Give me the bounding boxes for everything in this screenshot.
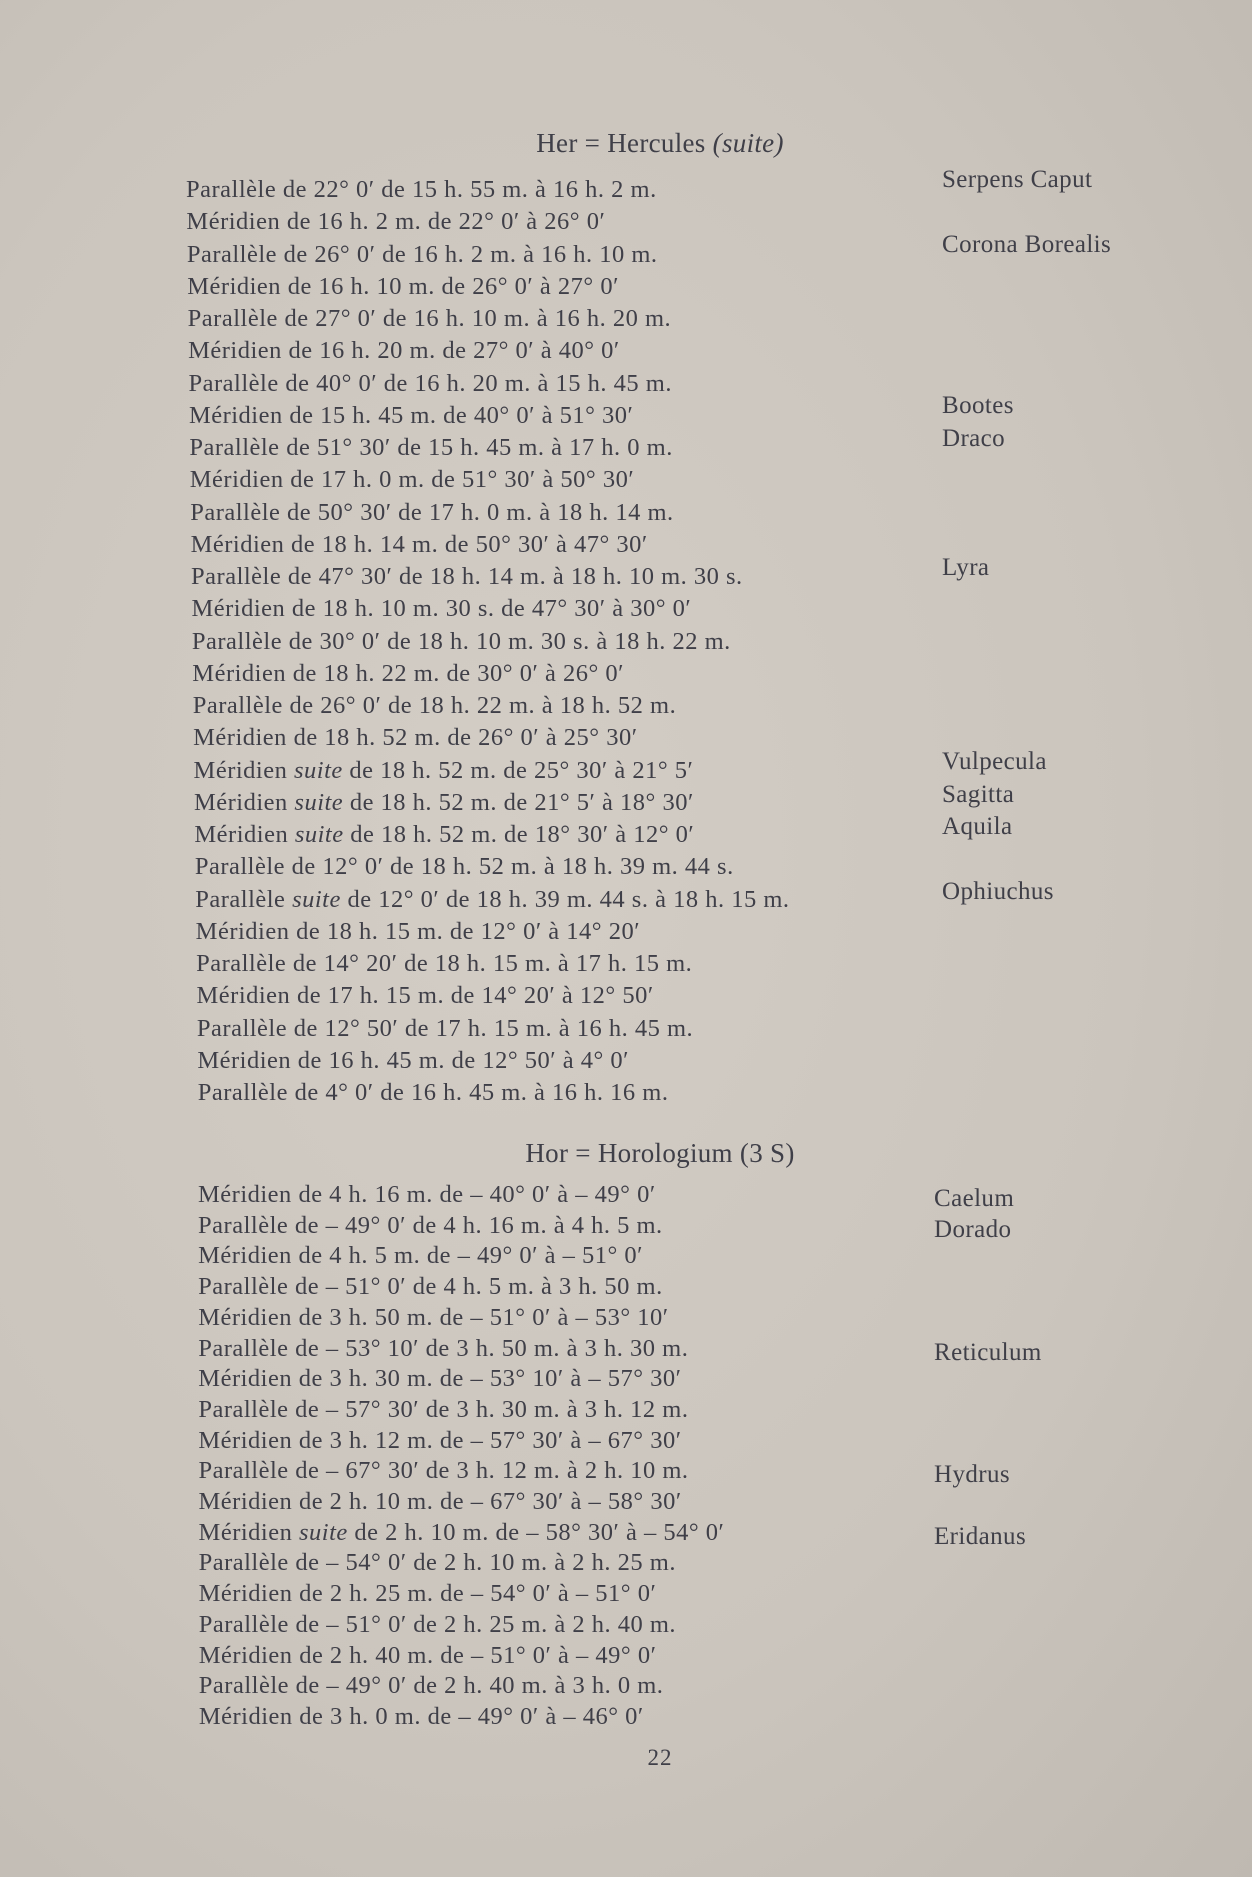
boundary-type: Méridien — [189, 466, 284, 494]
boundary-line — [189, 402, 633, 430]
boundary-type: Parallèle — [195, 885, 286, 913]
boundary-type: Méridien — [192, 659, 287, 687]
boundary-type: Parallèle — [191, 563, 282, 590]
boundary-coordinates: de 17 h. 15 m. de 14° 20′ à 12° 50′ — [296, 982, 654, 1010]
boundary-line — [196, 950, 692, 978]
boundary-type: Parallèle — [194, 853, 286, 881]
adjacent-constellation: Dorado — [934, 1215, 1012, 1243]
boundary-coordinates: de – 67° 30′ de 3 h. 12 m. à 2 h. 10 m. — [295, 1457, 689, 1485]
boundary-coordinates: de 26° 0′ de 18 h. 22 m. à 18 h. 52 m. — [289, 692, 677, 719]
boundary-type: Parallèle — [198, 1211, 289, 1239]
boundary-type: Méridien — [187, 272, 282, 300]
boundary-line — [193, 724, 637, 752]
boundary-line — [194, 821, 694, 849]
boundary-coordinates: de 47° 30′ de 18 h. 14 m. à 18 h. 10 m. 30 s. — [287, 563, 743, 590]
adjacent-constellation: Serpens Caput — [942, 166, 1093, 193]
boundary-coordinates: de 27° 0′ de 16 h. 10 m. à 16 h. 20 m. — [284, 305, 672, 332]
boundary-line — [198, 1242, 643, 1270]
boundary-coordinates: de – 49° 0′ de 2 h. 40 m. à 3 h. 0 m. — [295, 1672, 664, 1700]
boundary-coordinates: de 18 h. 10 m. 30 s. de 47° 30′ à 30° 0′ — [291, 595, 692, 623]
boundary-coordinates: de 12° 0′ de 18 h. 52 m. à 18 h. 39 m. 44 s. — [291, 853, 734, 881]
boundary-type: Méridien — [188, 337, 282, 365]
boundary-type: Méridien — [198, 1488, 293, 1515]
boundary-line — [199, 1672, 664, 1700]
boundary-type: Méridien — [198, 1181, 292, 1208]
boundary-coordinates: de – 54° 0′ de 2 h. 10 m. à 2 h. 25 m. — [295, 1549, 676, 1577]
boundary-coordinates: de 22° 0′ de 15 h. 55 m. à 16 h. 2 m. — [282, 176, 657, 203]
boundary-line — [186, 208, 605, 236]
boundary-type: Méridien — [190, 530, 285, 558]
boundary-type: Parallèle — [198, 1610, 289, 1638]
boundary-coordinates: de 3 h. 50 m. de – 51° 0′ à – 53° 10′ — [298, 1303, 669, 1331]
suite-marker: suite — [294, 821, 344, 848]
boundary-type: Parallèle — [189, 434, 280, 461]
boundary-line — [198, 1181, 656, 1209]
adjacent-constellation: Corona Borealis — [942, 230, 1112, 258]
boundary-coordinates: de 30° 0′ de 18 h. 10 m. 30 s. à 18 h. 22 m. — [288, 627, 731, 655]
boundary-line — [188, 305, 671, 333]
boundary-line — [198, 1457, 688, 1485]
suite-marker: suite — [298, 1518, 348, 1546]
boundary-type: Méridien — [196, 982, 291, 1010]
boundary-coordinates: de 18 h. 52 m. de 26° 0′ à 25° 30′ — [293, 724, 638, 752]
section-title-code: Hor = Horologium (3 S) — [525, 1138, 795, 1168]
boundary-line — [199, 1519, 725, 1547]
boundary-line — [197, 1015, 693, 1043]
boundary-coordinates: de 16 h. 20 m. de 27° 0′ à 40° 0′ — [288, 337, 620, 365]
boundary-coordinates: de 3 h. 0 m. de – 49° 0′ à – 46° 0′ — [299, 1702, 644, 1730]
boundary-line — [198, 1335, 688, 1363]
boundary-coordinates: de 2 h. 40 m. de – 51° 0′ à – 49° 0′ — [299, 1641, 657, 1669]
boundary-coordinates: de 15 h. 45 m. de 40° 0′ à 51° 30′ — [289, 401, 634, 429]
boundary-line — [193, 692, 676, 720]
boundary-type: Parallèle — [192, 692, 283, 719]
boundary-line — [189, 370, 672, 398]
boundary-type: Parallèle — [198, 1334, 289, 1362]
boundary-type: Méridien — [194, 821, 289, 848]
boundary-coordinates: de 4° 0′ de 16 h. 45 m. à 16 h. 16 m. — [294, 1079, 669, 1106]
suite-marker: suite — [292, 885, 341, 913]
boundary-coordinates: de – 49° 0′ de 4 h. 16 m. à 4 h. 5 m. — [294, 1211, 663, 1239]
boundary-type: Méridien — [193, 788, 288, 816]
boundary-line — [199, 1580, 657, 1608]
boundary-type: Parallèle — [198, 1549, 289, 1577]
boundary-line — [196, 918, 640, 946]
boundary-line — [191, 595, 691, 623]
boundary-coordinates: de – 51° 0′ de 2 h. 25 m. à 2 h. 40 m. — [295, 1610, 677, 1638]
boundary-coordinates: de 26° 0′ de 16 h. 2 m. à 16 h. 10 m. — [283, 240, 658, 268]
boundary-coordinates: de 18 h. 52 m. de 18° 30′ à 12° 0′ — [350, 821, 695, 848]
boundary-coordinates: de – 53° 10′ de 3 h. 50 m. à 3 h. 30 m. — [295, 1334, 689, 1362]
boundary-line — [197, 982, 654, 1010]
adjacent-constellation: Caelum — [934, 1185, 1015, 1212]
boundary-type: Parallèle — [190, 498, 281, 526]
boundary-coordinates: de 14° 20′ de 18 h. 15 m. à 17 h. 15 m. — [292, 950, 693, 977]
adjacent-constellation: Ophiuchus — [942, 877, 1054, 905]
adjacent-constellation: Draco — [942, 424, 1006, 452]
boundary-type: Méridien — [198, 1702, 293, 1730]
boundary-type: Parallèle — [196, 950, 287, 977]
boundary-type: Méridien — [197, 1046, 292, 1074]
adjacent-constellation: Bootes — [942, 392, 1014, 420]
boundary-line — [191, 563, 743, 591]
boundary-coordinates: de 18 h. 52 m. de 25° 30′ à 21° 5′ — [349, 756, 694, 784]
adjacent-constellation: Reticulum — [934, 1338, 1042, 1366]
boundary-type: Parallèle — [198, 1395, 289, 1423]
boundary-type: Méridien — [193, 756, 288, 784]
boundary-type: Parallèle — [197, 1079, 288, 1106]
boundary-line — [188, 337, 620, 365]
section-title-code: Her = Hercules — [536, 128, 706, 158]
boundary-line — [191, 531, 648, 559]
boundary-line — [198, 1365, 681, 1393]
boundary-line — [189, 434, 672, 462]
boundary-coordinates: de 18 h. 52 m. de 21° 5′ à 18° 30′ — [349, 788, 694, 816]
boundary-line — [199, 1549, 676, 1577]
boundary-line — [190, 466, 634, 494]
boundary-type: Parallèle — [186, 240, 278, 268]
boundary-line — [199, 1642, 657, 1670]
boundary-coordinates: de 3 h. 30 m. de – 53° 10′ à – 57° 30′ — [298, 1365, 682, 1393]
suite-marker: suite — [294, 788, 344, 816]
boundary-coordinates: de 18 h. 15 m. de 12° 0′ à 14° 20′ — [296, 917, 641, 945]
boundary-line — [186, 176, 657, 204]
boundary-coordinates: de 18 h. 22 m. de 30° 0′ à 26° 0′ — [292, 659, 624, 687]
boundary-line — [194, 757, 694, 785]
boundary-line — [198, 1079, 669, 1107]
adjacent-constellation: Sagitta — [942, 780, 1015, 808]
boundary-line — [198, 1212, 663, 1240]
section-title — [0, 128, 1252, 159]
adjacent-constellation: Hydrus — [934, 1461, 1011, 1489]
boundary-type: Parallèle — [196, 1014, 288, 1042]
boundary-line — [195, 886, 789, 914]
boundary-type: Méridien — [198, 1518, 293, 1546]
boundary-line — [198, 1304, 668, 1332]
boundary-type: Parallèle — [188, 369, 279, 397]
boundary-coordinates: de 40° 0′ de 16 h. 20 m. à 15 h. 45 m. — [285, 369, 672, 397]
section-title — [0, 1138, 1252, 1169]
adjacent-constellation: Aquila — [942, 813, 1013, 840]
boundary-coordinates: de 3 h. 12 m. de – 57° 30′ à – 67° 30′ — [298, 1426, 682, 1454]
boundary-coordinates: de 51° 30′ de 15 h. 45 m. à 17 h. 0 m. — [286, 434, 673, 461]
boundary-type: Méridien — [191, 595, 286, 623]
boundary-coordinates: de – 51° 0′ de 4 h. 5 m. à 3 h. 50 m. — [294, 1273, 663, 1301]
boundary-line — [187, 241, 658, 269]
boundary-type: Parallèle — [198, 1273, 289, 1301]
boundary-type: Méridien — [198, 1242, 292, 1270]
boundary-coordinates: de 12° 50′ de 17 h. 15 m. à 16 h. 45 m. — [293, 1014, 694, 1042]
boundary-type: Parallèle — [198, 1457, 289, 1485]
boundary-coordinates: de 16 h. 45 m. de 12° 50′ à 4° 0′ — [297, 1046, 630, 1074]
boundary-line — [195, 853, 734, 881]
boundary-line — [197, 1047, 629, 1075]
boundary-type: Méridien — [198, 1365, 293, 1393]
boundary-line — [199, 1488, 682, 1516]
section-title-note: (suite) — [712, 128, 784, 158]
boundary-type: Méridien — [198, 1303, 292, 1331]
boundary-type: Parallèle — [198, 1672, 289, 1700]
adjacent-constellation: Lyra — [942, 554, 990, 582]
suite-marker: suite — [293, 756, 343, 784]
boundary-type: Méridien — [193, 724, 287, 752]
boundary-line — [187, 273, 619, 301]
boundary-type: Méridien — [186, 208, 281, 236]
boundary-coordinates: de 50° 30′ de 17 h. 0 m. à 18 h. 14 m. — [287, 498, 674, 526]
boundary-coordinates: de – 57° 30′ de 3 h. 30 m. à 3 h. 12 m. — [295, 1395, 689, 1423]
boundary-line — [198, 1427, 681, 1455]
boundary-type: Parallèle — [186, 176, 277, 203]
boundary-type: Parallèle — [191, 627, 283, 655]
boundary-coordinates: de 16 h. 10 m. de 26° 0′ à 27° 0′ — [287, 272, 619, 300]
page-number: 22 — [647, 1745, 673, 1770]
boundary-coordinates: de 12° 0′ de 18 h. 39 m. 44 s. à 18 h. 15 m. — [347, 885, 790, 913]
boundary-type: Méridien — [198, 1580, 293, 1608]
boundary-type: Méridien — [198, 1426, 293, 1454]
boundary-coordinates: de 2 h. 10 m. de – 58° 30′ à – 54° 0′ — [354, 1518, 725, 1546]
boundary-type: Méridien — [195, 917, 290, 945]
boundary-coordinates: de 2 h. 25 m. de – 54° 0′ à – 51° 0′ — [299, 1580, 657, 1608]
adjacent-constellation: Vulpecula — [942, 748, 1047, 776]
boundary-line — [199, 1703, 644, 1731]
boundary-coordinates: de 4 h. 5 m. de – 49° 0′ à – 51° 0′ — [298, 1242, 644, 1270]
boundary-line — [199, 1611, 676, 1639]
boundary-line — [198, 1273, 663, 1301]
adjacent-constellation: Eridanus — [934, 1522, 1027, 1550]
boundary-type: Parallèle — [187, 305, 278, 332]
boundary-line — [192, 628, 731, 656]
boundary-line — [198, 1396, 688, 1424]
boundary-coordinates: de 4 h. 16 m. de – 40° 0′ à – 49° 0′ — [298, 1181, 656, 1208]
boundary-line — [194, 789, 694, 817]
boundary-type: Méridien — [188, 401, 283, 429]
boundary-coordinates: de 17 h. 0 m. de 51° 30′ à 50° 30′ — [290, 466, 635, 494]
boundary-coordinates: de 18 h. 14 m. de 50° 30′ à 47° 30′ — [291, 530, 648, 558]
boundary-type: Méridien — [198, 1641, 293, 1669]
boundary-coordinates: de 16 h. 2 m. de 22° 0′ à 26° 0′ — [286, 208, 606, 236]
boundary-line — [190, 499, 673, 527]
boundary-line — [192, 660, 624, 688]
boundary-coordinates: de 2 h. 10 m. de – 67° 30′ à – 58° 30′ — [298, 1488, 682, 1515]
